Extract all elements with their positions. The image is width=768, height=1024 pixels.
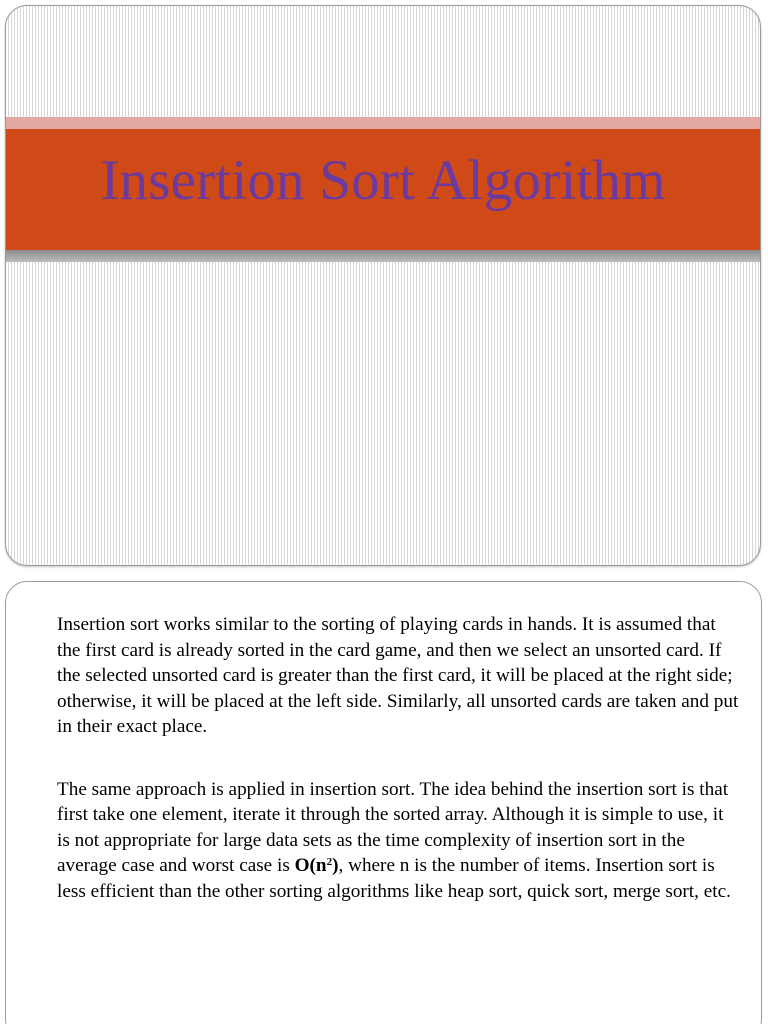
title-band-top-stripe [6, 117, 760, 129]
slide-title: Insertion Sort Algorithm [100, 149, 666, 212]
complexity-notation [295, 855, 339, 876]
paragraph-approach [57, 777, 741, 905]
paragraph-approach-tail: , where n is the number of items. Insertion sort is less efficient than the other sorting algorithms like heap sort, quick sort, merge sort, etc. [57, 855, 731, 902]
title-slide [5, 5, 761, 566]
paragraph-card-analogy: Insertion sort works similar to the sorting of playing cards in hands. It is assumed that the first card is already sorted in the card game, and then we select an unsorted card. If the selected unsorted card is greater than the first card, it will be placed at the right side; otherwise, it will be placed at the left side. Similarly, all unsorted cards are taken and put in their exact place. [57, 614, 739, 737]
slide-body [57, 612, 741, 941]
complexity-close: ) [332, 855, 339, 876]
title-band-bottom-stripe [6, 250, 760, 262]
paragraph-approach-text: The same approach is applied in insertion sort. The idea behind the insertion sort is that first take one element, iterate it through the sorted array. Although it is simple to use, it is not appropriate for large data sets as the time complexity of insertion sort in the average case and worst case is [57, 778, 729, 876]
title-band [6, 129, 760, 250]
complexity-exponent: 2 [326, 856, 333, 868]
content-slide [5, 581, 762, 1024]
complexity-base: O(n [294, 855, 327, 876]
